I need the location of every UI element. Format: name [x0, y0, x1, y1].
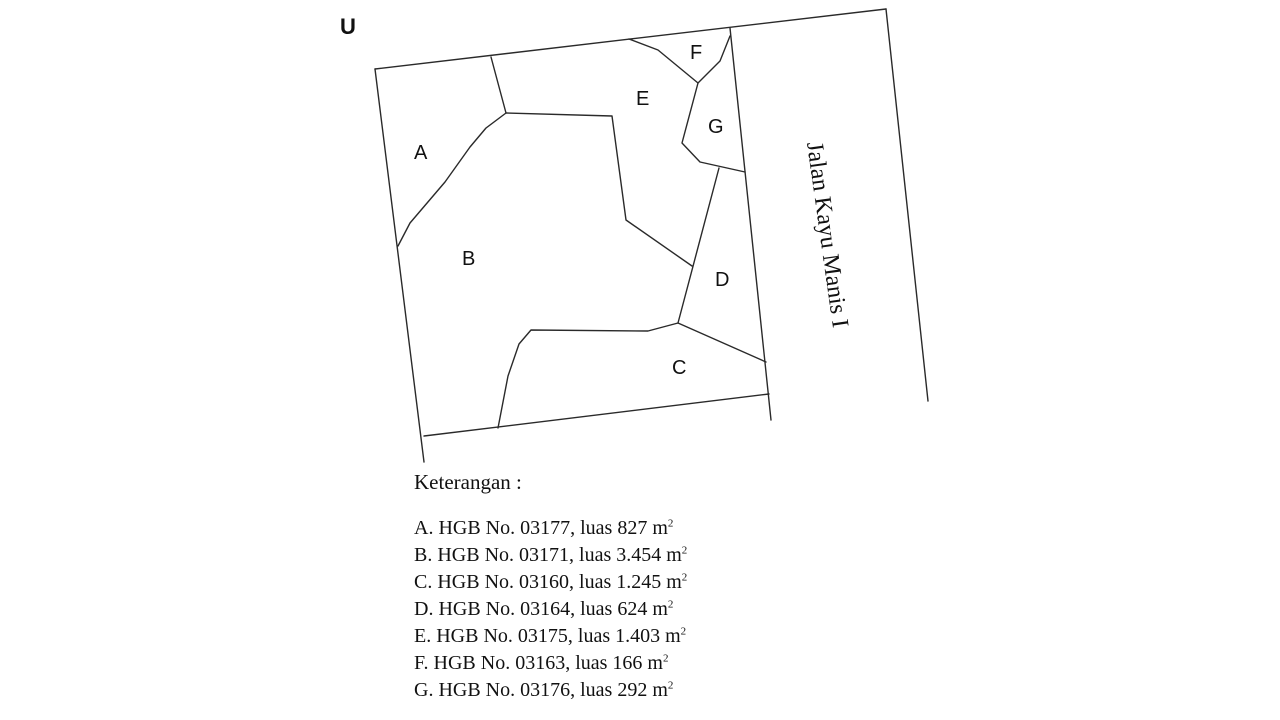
legend-item-e: [414, 623, 687, 650]
legend-item-text: F. HGB No. 03163, luas 166 m: [414, 652, 663, 674]
parcel-label-e: E: [636, 88, 650, 110]
parcel-label-b: B: [462, 248, 476, 270]
unit-superscript: 2: [681, 544, 688, 557]
unit-superscript: 2: [662, 652, 669, 665]
unit-superscript: 2: [667, 517, 674, 530]
boundary-c-d: [678, 323, 766, 362]
legend-item-text: G. HGB No. 03176, luas 292 m: [414, 679, 668, 701]
legend-item-c: [414, 569, 687, 596]
unit-superscript: 2: [667, 598, 674, 611]
unit-superscript: 2: [680, 625, 687, 638]
legend-item-b: [414, 542, 687, 569]
legend-item-text: C. HGB No. 03160, luas 1.245 m: [414, 571, 682, 593]
parcel-label-a: A: [414, 142, 428, 164]
legend-item-d: [414, 596, 687, 623]
parcel-label-g: G: [708, 116, 724, 138]
legend-item-text: D. HGB No. 03164, luas 624 m: [414, 598, 668, 620]
boundary-b-e: [506, 113, 692, 266]
boundary-b-c: [498, 323, 678, 428]
parcel-label-c: C: [672, 357, 687, 379]
street-name-label: Jalan Kayu Manis I: [801, 140, 853, 330]
boundary-a-b: [398, 113, 506, 246]
legend-item-g: [414, 677, 687, 704]
legend-item-text: E. HGB No. 03175, luas 1.403 m: [414, 625, 681, 647]
boundary-b-d: [678, 168, 719, 323]
outer-boundary-left: [375, 69, 424, 462]
street-edge: [886, 9, 928, 401]
parcel-label-d: D: [715, 269, 730, 291]
legend-title: Keterangan :: [414, 470, 522, 494]
legend-item-text: B. HGB No. 03171, luas 3.454 m: [414, 544, 682, 566]
legend-item-a: [414, 515, 687, 542]
legend-item-f: [414, 650, 687, 677]
unit-superscript: 2: [667, 679, 674, 692]
boundary-e-f: [629, 36, 730, 83]
outer-boundary-bottom: [424, 394, 769, 436]
legend: [414, 470, 687, 704]
north-indicator: U: [340, 14, 356, 39]
unit-superscript: 2: [681, 571, 688, 584]
parcel-label-f: F: [690, 42, 703, 64]
legend-item-text: A. HGB No. 03177, luas 827 m: [414, 517, 668, 539]
boundary-a-e: [491, 57, 506, 113]
